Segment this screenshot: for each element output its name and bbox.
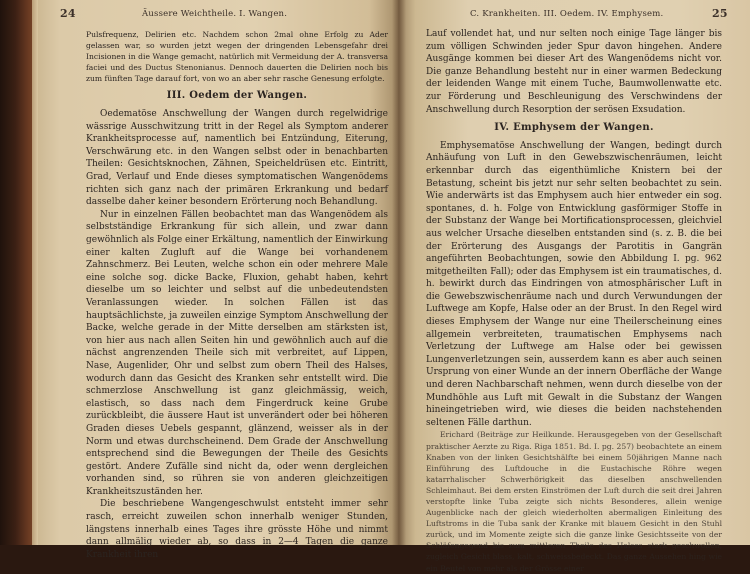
- left-page-number: 24: [60, 7, 76, 20]
- right-section-heading: IV. Emphysem der Wangen.: [494, 122, 654, 134]
- left-running-head: Äussere Weichtheile. I. Wangen.: [142, 9, 288, 19]
- right-running-head: C. Krankheiten. III. Oedem. IV. Emphysem.: [470, 9, 664, 19]
- left-page-body: [86, 29, 388, 561]
- right-paragraph-2: Emphysematöse Anschwellung der Wangen, bedingt durch Anhäufung von Luft in den Gewebszwischenräumen, leicht erkennbar durch das eigenthümliche Knistern bei der Betastung, scheint bis jetzt nur sehr selten beobachtet zu sein. Wie anderwärts ist das Emphysem auch hier entweder ein sog. spontanes, d. h. Folge von Entwicklung gasförmiger Stoffe in der Substanz der Wange bei Mortificationsprocessen, gleichviel aus welcher Ursache dieselben entstanden sind (s. z. B. die bei der Erörterung des Ausgangs der Parotitis in Gangrän angeführten Beobachtungen, sowie den Abbildung I. pg. 962 mitgetheilten Fall); oder das Emphysem ist ein traumatisches, d. h. bewirkt durch das Eindringen von atmosphärischer Luft in die Gewebszwischenräume nach und durch Verwundungen der Luftwege am Kopfe, Halse oder an der Brust. In den Regel wird dieses Emphysem der Wange nur eine Theilerscheinung eines allgemein verbreiteten, traumatischen Emphysems nach Verletzung der Luftwege am Halse oder bei gewissen Lungenverletzungen sein, ausserdem kann es aber auch seinen Ursprung von einer Wunde an der innern Oberfläche der Wange und deren Nachbarschaft nehmen, wenn durch dieselbe von der Mundhöhle aus Luft mit Gewalt in die Substanz der Wangen hineingetrieben wird, wie dieses die beiden nachstehenden seltenen Fälle darthun.: [426, 140, 722, 428]
- book-gutter-shadow: [392, 0, 406, 545]
- left-paragraph-2: Oedematöse Anschwellung der Wangen durch regelwidrige wässrige Ausschwitzung tritt in der Regel als Symptom anderer Krankheitsprocesse auf, namentlich bei Entzündung, Eiterung, Verschwärung etc. in den Wangen selbst oder in benachbarten Theilen: Gesichtsknochen, Zähnen, Speicheldrüsen etc. Eintritt, Grad, Verlauf und Ende dieses symptomatischen Wangenödems richten sich ganz nach der primären Erkrankung und bedarf dasselbe daher keiner besondern Erörterung noch Behandlung.: [86, 109, 388, 208]
- right-page-number: 25: [712, 7, 728, 20]
- left-page: [38, 0, 398, 560]
- left-section-heading: III. Oedem der Wangen.: [166, 90, 308, 102]
- book-cover-edge: [0, 0, 38, 545]
- left-paragraph-1: Pulsfrequenz, Delirien etc. Nachdem schon 2mal ohne Erfolg zu Ader gelassen war, so wurden jetzt wegen der dringenden Lebensgefahr drei Incisionen in die Wange gemacht, natürlich mit Vermeidung der A. transversa faciei und des Ductus Stenonianus. Dennoch dauerten die Delirien noch bis zum fünften Tage darauf fort, von wo an aber sehr rasche Genesung erfolgte.: [86, 30, 388, 84]
- right-paragraph-1: Lauf vollendet hat, und nur selten noch einige Tage länger bis zum völligen Schwinden jeder Spur davon hingehen. Andere Ausgänge kommen bei dieser Art des Wangenödems nicht vor. Die ganze Behandlung besteht nur in einer warmen Bedeckung der leidenden Wange mit einem Tuche, Baumwollenwatte etc. zur Förderung und Beschleunigung des Verschwindens der Anschwellung durch Resorption der serösen Exsudation.: [426, 29, 722, 115]
- left-paragraph-3: Nur in einzelnen Fällen beobachtet man das Wangenödem als selbstständige Erkrankung für sich allein, und zwar dann gewöhnlich als Folge einer Erkältung, namentlich der Einwirkung einer kalten Zugluft auf die Wange bei vorhandenem Zahnschmerz. Bei Leuten, welche schon ein oder mehrere Male eine solche sog. dicke Backe, Fluxion, gehabt haben, kehrt dieselbe um so leichter und selbst auf die unbedeutendsten Veranlassungen wieder. In solchen Fällen ist das hauptsächlichste, ja zuweilen einzige Symptom Anschwellung der Backe, welche gerade in der Mitte derselben am stärksten ist, von hier aus nach allen Seiten hin und gewöhnlich auch auf die nächst angrenzenden Theile sich mit verbreitet, auf Lippen, Nase, Augenlider, Ohr und selbst zum obern Theil des Halses, wodurch dann das Gesicht des Kranken sehr entstellt wird. Die schmerzlose Anschwellung ist ganz gleichmässig, weich, elastisch, so dass nach dem Fingerdruck keine Grube zurückbleibt, die äussere Haut ist unverändert oder bei höheren Graden dieses Uebels gespannt, glänzend, weisser als in der Norm und etwas durchscheinend. Dem Grade der Anschwellung entsprechend sind die Bewegungen der Theile des Gesichts gestört. Andere Zufälle sind nicht da, oder wenn dergleichen vorhanden sind, so rühren sie von anderen gleichzeitigen Krankheitszuständen her.: [86, 209, 388, 497]
- left-paragraph-4: Die beschriebene Wangengeschwulst entsteht immer sehr rasch, erreicht zuweilen schon innerhalb weniger Stunden, längstens innerhalb eines Tages ihre grösste Höhe und nimmt dann allmälig wieder ab, so dass in 2—4 Tagen die ganze Krankheit ihren: [86, 499, 388, 560]
- right-page: [398, 0, 750, 573]
- right-page-body: [426, 28, 722, 574]
- right-footnote: Erichard (Beiträge zur Heilkunde. Herausgegeben von der Gesellschaft praktischer Aerzte zu Riga. Riga 1851. Bd. I. pg. 257) beobachtete an einem Knaben von der linken Gesichtshälfte bei einem 50jährigen Manne nach Einführung des Luftdouche in die Eustachische Röhre wegen katarrhalischer Schwerhörigkeit das dieselben anschwellenden Schleimhaut. Bei dem ersten Einströmen der Luft durch die seit drei Jahren verstopfte linke Tuba zeigte sich nichts Besonderes, allein wenige Augenblicke nach der gleich wiederholten abermaligen Einleitung des Luftstroms in die Tuba sank der Kranke mit blauem Gesicht in den Stuhl zurück, und im Momente zeigte sich die ganze linke Gesichtsseite von der Schläfengegend bis zum mittleren Theile des Halses stark geschwollen, zugleich Gesicht blass, kalt, schweissbedeckt. Das ganze Aussehen hing wie ein Beutel von mehr als der Grösse einer: [426, 430, 722, 573]
